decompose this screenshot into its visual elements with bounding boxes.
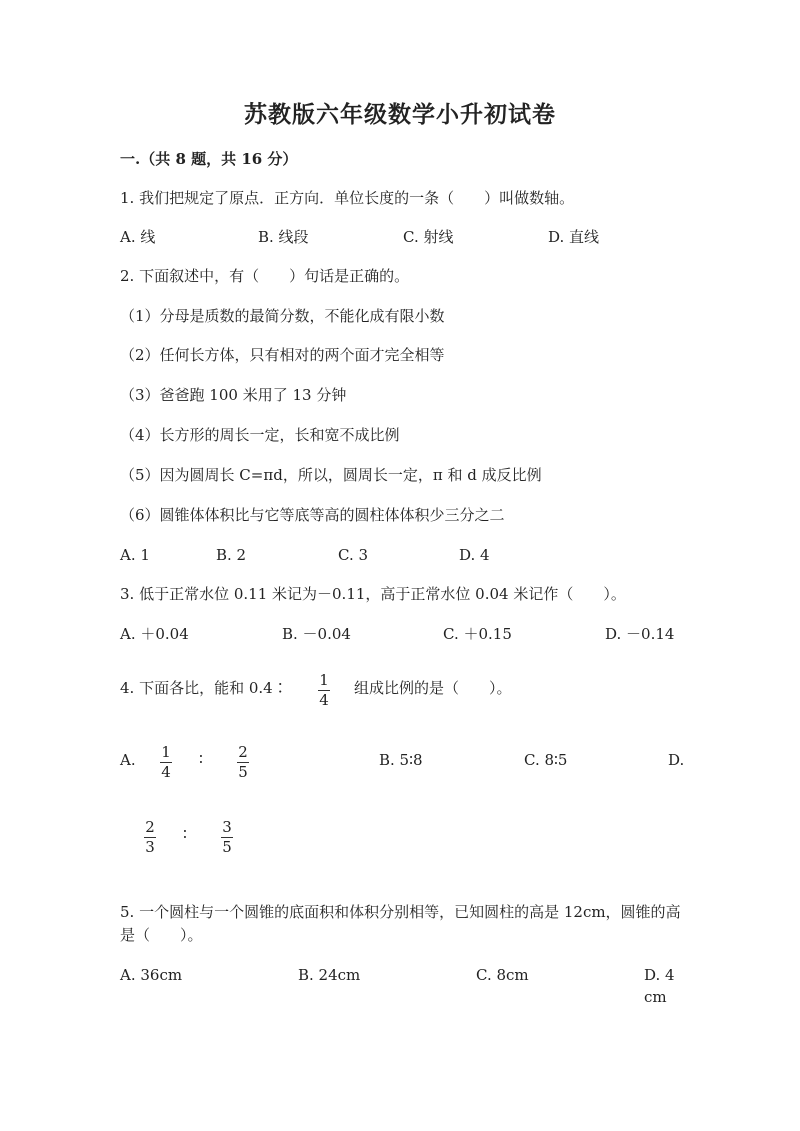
q1-option-c[interactable]: C. 射线: [403, 228, 454, 246]
q2-statement: （1）分母是质数的最简分数，不能化成有限小数: [120, 307, 445, 325]
fraction-numerator: 1: [161, 743, 171, 761]
q2-option-b[interactable]: B. 2: [216, 546, 247, 564]
question-3-stem: 3. 低于正常水位 0.11 米记为－0.11，高于正常水位 0.04 米记作（ ）。: [120, 585, 626, 603]
q2-statement: （2）任何长方体，只有相对的两个面才完全相等: [120, 346, 445, 364]
q3-option-b[interactable]: B. －0.04: [282, 625, 351, 643]
question-5-stem: 5. 一个圆柱与一个圆锥的底面积和体积分别相等，已知圆柱的高是 12cm，圆锥的高是（ ）。: [120, 903, 681, 944]
q5-option-a[interactable]: A. 36cm: [120, 966, 183, 984]
q1-option-a[interactable]: A. 线: [120, 228, 156, 246]
fraction-denominator: 5: [222, 838, 232, 856]
q4-option-a-left-fraction: [160, 744, 172, 781]
q4-option-d-label[interactable]: D.: [668, 751, 685, 769]
fraction-denominator: 4: [319, 691, 329, 709]
fraction-denominator: 5: [238, 763, 248, 781]
question-4-stem-end: 组成比例的是（ ）。: [354, 679, 512, 697]
q4-option-b[interactable]: B. 5∶8: [379, 751, 423, 769]
q2-option-d[interactable]: D. 4: [459, 546, 490, 564]
q5-option-b[interactable]: B. 24cm: [298, 966, 361, 984]
q4-stem-fraction: [318, 672, 330, 709]
q5-option-c[interactable]: C. 8cm: [476, 966, 529, 984]
q2-statement: （5）因为圆周长 C=πd，所以，圆周长一定，π 和 d 成反比例: [120, 466, 542, 484]
question-2-stem: 2. 下面叙述中，有（ ）句话是正确的。: [120, 267, 410, 285]
q4-option-a-colon: ∶: [199, 750, 203, 768]
fraction-denominator: 3: [145, 838, 155, 856]
q1-option-d[interactable]: D. 直线: [548, 228, 600, 246]
q3-option-c[interactable]: C. ＋0.15: [443, 625, 512, 643]
q2-option-c[interactable]: C. 3: [338, 546, 369, 564]
q4-option-d-right-fraction: [221, 819, 233, 856]
question-4-stem-start: 4. 下面各比，能和 0.4∶: [120, 679, 288, 697]
q4-option-a-label[interactable]: A.: [120, 751, 136, 769]
q2-statement: （3）爸爸跑 100 米用了 13 分钟: [120, 386, 347, 404]
q4-option-d-colon: ∶: [183, 825, 187, 843]
fraction-denominator: 4: [161, 763, 171, 781]
question-1-stem: 1. 我们把规定了原点．正方向．单位长度的一条（ ）叫做数轴。: [120, 189, 575, 207]
fraction-numerator: 3: [222, 818, 232, 836]
section-heading: 一.（共 8 题，共 16 分）: [120, 150, 298, 168]
q2-statement: （6）圆锥体体积比与它等底等高的圆柱体体积少三分之二: [120, 506, 505, 524]
q4-option-d-left-fraction: [144, 819, 156, 856]
q3-option-d[interactable]: D. －0.14: [605, 625, 675, 643]
q4-option-c[interactable]: C. 8∶5: [524, 751, 568, 769]
q3-option-a[interactable]: A. ＋0.04: [120, 625, 189, 643]
q2-statement: （4）长方形的周长一定，长和宽不成比例: [120, 426, 400, 444]
q2-option-a[interactable]: A. 1: [120, 546, 150, 564]
exam-title: 苏教版六年级数学小升初试卷: [244, 101, 556, 128]
q4-option-a-right-fraction: [237, 744, 249, 781]
q1-option-b[interactable]: B. 线段: [258, 228, 309, 246]
fraction-numerator: 2: [145, 818, 155, 836]
fraction-numerator: 2: [238, 743, 248, 761]
q5-option-d[interactable]: D. 4cm: [644, 966, 675, 1006]
fraction-numerator: 1: [319, 671, 329, 689]
